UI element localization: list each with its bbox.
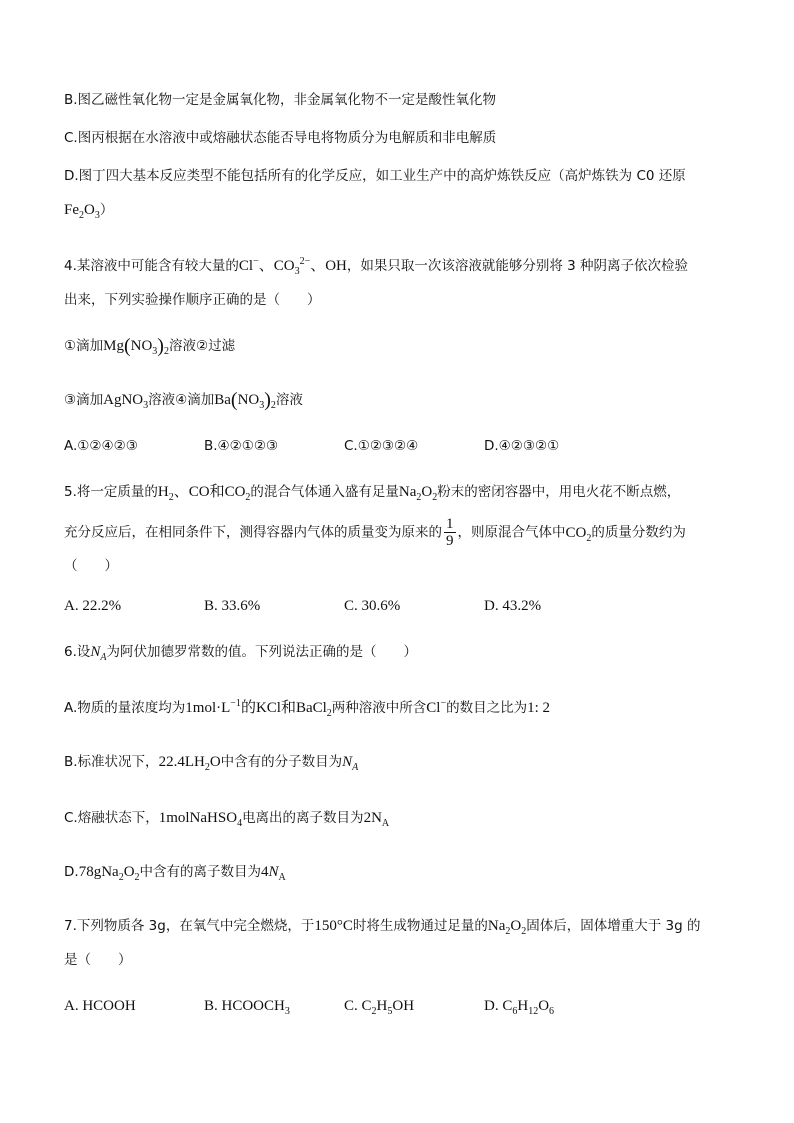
- q3-option-b: B.图乙磁性氧化物一定是金属氧化物，非金属氧化物不一定是酸性氧化物: [64, 92, 497, 108]
- gas-list: $H_2$、CO和$CO_2$: [157, 484, 251, 503]
- formula-na2o2: $Na_2O_2$: [487, 918, 527, 937]
- volume-h2o: $22.4LH_2O$: [158, 754, 221, 773]
- q7-stem-line1: 7.下列物质各 3g，在氧气中完全燃烧，于150°C时将生成物通过足量的$Na_2O_2$固体后，固体增重大于 3g 的: [64, 918, 701, 937]
- conc-kcl-bacl2: $1mol\cdot L^{-1}$的KCl和BaCl$_2$: [185, 698, 332, 719]
- formula-mg-no3-2: $Mg(NO_3)_2$: [103, 335, 169, 357]
- ion-cl: Cl−: [426, 698, 447, 716]
- symbol-na: $N_A$: [342, 754, 359, 773]
- q6-option-d: $D.78gNa_2O_2$中含有的离子数目为$4N_A$: [64, 864, 286, 883]
- q4-steps-1: ①滴加$Mg(NO_3)_2$溶液②过滤: [64, 335, 236, 357]
- q5-option-a: A. 22.2%: [64, 598, 122, 614]
- q5-option-d: D. 43.2%: [484, 598, 542, 614]
- formula-fe2o3: $Fe_2O_3$: [64, 202, 100, 221]
- formula-na2o2: $Na_2O_2$: [398, 484, 438, 503]
- q3-option-c: C.图丙根据在水溶液中或熔融状态能否导电将物质分为电解质和非电解质: [64, 130, 497, 146]
- q5-option-c: C. 30.6%: [344, 598, 401, 614]
- q3-option-d-line2: $Fe_2O_3$）: [64, 202, 114, 221]
- q6-option-a: A.物质的量浓度均为$1mol\cdot L^{-1}$的KCl和BaCl$_2$两种溶液中所含Cl−的数目之比为1: 2: [64, 698, 551, 719]
- ion-list: Cl−、$CO_3^{2-}$、OH: [238, 256, 347, 277]
- formula-co2: $CO_2$: [565, 524, 592, 544]
- value-2na: $2N_A$: [363, 810, 390, 829]
- value-4na: $4N_A$: [261, 864, 286, 883]
- q6-stem: 6.设$N_A$为阿伏加德罗常数的值。下列说法正确的是（ ）: [64, 644, 418, 663]
- q4-option-d: D.④②③②①: [484, 438, 560, 454]
- fraction-one-ninth: $\frac{1}{9}$: [446, 516, 454, 549]
- temperature-150c: 150°C: [314, 918, 353, 934]
- q3-option-d-line1: D.图丁四大基本反应类型不能包括所有的化学反应，如工业生产中的高炉炼铁反应（高炉炼铁为 C0 还原: [64, 168, 686, 184]
- q7-option-b: B. $HCOOCH_3$: [204, 998, 290, 1017]
- q5-stem-line1: 5.将一定质量的$H_2$、CO和$CO_2$的混合气体通入盛有足量$Na_2O_2$粉末的密闭容器中，用电火花不断点燃，: [64, 484, 681, 503]
- q7-option-a: A. HCOOH: [64, 998, 136, 1014]
- mass-na2o2: $78gNa_2O_2$: [78, 864, 140, 883]
- q7-option-c: C. $C_2H_5OH$: [344, 998, 415, 1017]
- q5-option-b: B. 33.6%: [204, 598, 261, 614]
- q6-option-b: B.标准状况下，$22.4LH_2O$中含有的分子数目为$N_A$: [64, 754, 359, 773]
- ratio-1-2: 1: 2: [527, 700, 551, 716]
- q4-option-a: A.①②④②③: [64, 438, 138, 454]
- q4-stem-line2: 出来，下列实验操作顺序正确的是（ ）: [64, 292, 321, 308]
- q7-stem-line2: 是（ ）: [64, 952, 132, 968]
- q6-option-c: C.熔融状态下，1molNaHSO$_4$电离出的离子数目为$2N_A$: [64, 810, 390, 829]
- q4-option-b: B.④②①②③: [204, 438, 279, 454]
- symbol-na: $N_A$: [90, 644, 107, 663]
- formula-ba-no3-2: $Ba(NO_3)_2$: [214, 389, 276, 411]
- q5-stem-line2: 充分反应后，在相同条件下，测得容器内气体的质量变为原来的 $\frac{1}{9}$ ，则原混合气体中$CO_2$的质量分数约为: [64, 516, 686, 549]
- formula-nahso4: 1molNaHSO$_4$: [158, 810, 243, 829]
- q4-stem-line1: 4.某溶液中可能含有较大量的Cl−、$CO_3^{2-}$、OH，如果只取一次该溶液就能够分别将 3 种阴离子依次检验: [64, 256, 689, 277]
- q5-stem-line3: （ ）: [64, 558, 118, 574]
- formula-agno3: AgNO$_3$: [103, 392, 149, 411]
- q4-option-c: C.①②③②④: [344, 438, 419, 454]
- q7-option-d: D. $C_6H_{12}O_6$: [484, 998, 555, 1017]
- q4-steps-2: ③滴加AgNO$_3$溶液④滴加$Ba(NO_3)_2$溶液: [64, 389, 303, 411]
